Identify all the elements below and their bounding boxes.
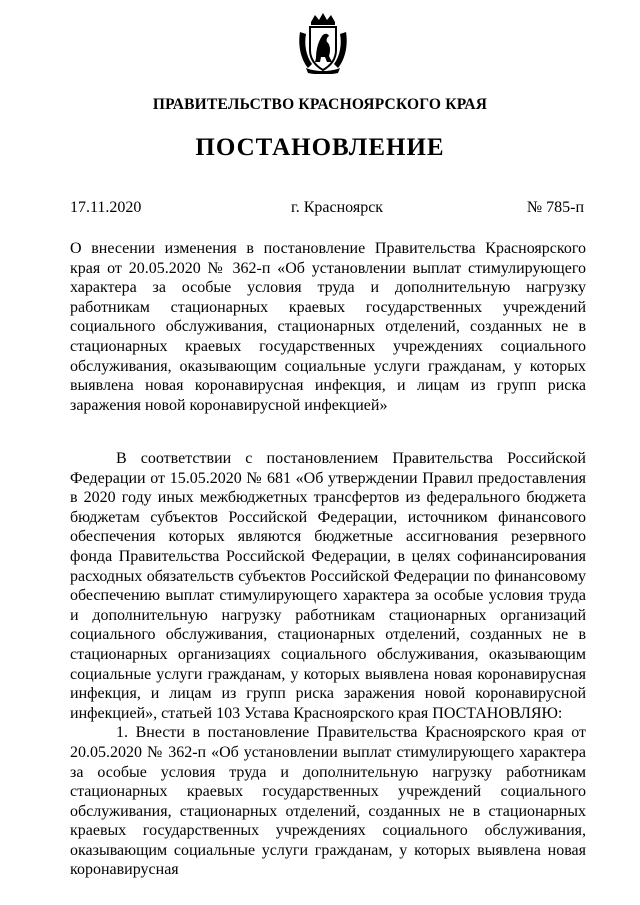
government-name: ПРАВИТЕЛЬСТВО КРАСНОЯРСКОГО КРАЯ: [152, 96, 488, 113]
item-1-paragraph: 1. Внести в постановление Правительства Красноярского края от 20.05.2020 № 362-п «Об установлении выплат стимулирующего характера за особые условия труда и дополнительную нагрузку работникам стационарных краевых государственных учреждений социального обслуживания, стационарных отделений, созданных не в стационарных краевых государственных учреждениях социального обслуживания, оказывающим социальные услуги гражданам, у которых выявлена новая коронавирусная: [70, 724, 586, 879]
document-title: О внесении изменения в постановление Правительства Красноярского края от 20.05.2020 № 362-п «Об установлении выплат стимулирующего характера за особые условия труда и дополнительную нагрузку работникам стационарных краевых государственных учреждений социального обслуживания, стационарных отделений, созданных не в стационарных краевых государственных учреждениях социального обслуживания, оказывающим социальные услуги гражданам, у которых выявлена новая коронавирусная инфекция, и лицам из групп риска заражения новой коронавирусной инфекцией»: [70, 240, 586, 414]
document-type: ПОСТАНОВЛЕНИЕ: [195, 134, 445, 161]
document-city: г. Красноярск: [290, 199, 384, 216]
document-number: № 785-п: [526, 199, 584, 216]
coat-of-arms-icon: [298, 12, 348, 74]
document-date: 17.11.2020: [70, 199, 142, 216]
document-body: [70, 449, 586, 880]
preamble-paragraph: В соответствии с постановлением Правительства Российской Федерации от 15.05.2020 № 681 «Об утверждении Правил предоставления в 2020 году иных межбюджетных трансфертов из федерального бюджета бюджетам субъектов Российской Федерации, источником финансового обеспечения которых являются бюджетные ассигнования резервного фонда Правительства Российской Федерации, в целях софинансирования расходных обязательств субъектов Российской Федерации по финансовому обеспечению выплат стимулирующего характера за особые условия труда и дополнительную нагрузку работникам стационарных организаций социального обслуживания, стационарных отделений, созданных не в стационарных организациях социального обслуживания, оказывающим социальные услуги гражданам, у которых выявлена новая коронавирусная инфекция, и лицам из групп риска заражения новой коронавирусной инфекцией», статьей 103 Устава Красноярского края ПОСТАНОВЛЯЮ:: [70, 450, 586, 722]
